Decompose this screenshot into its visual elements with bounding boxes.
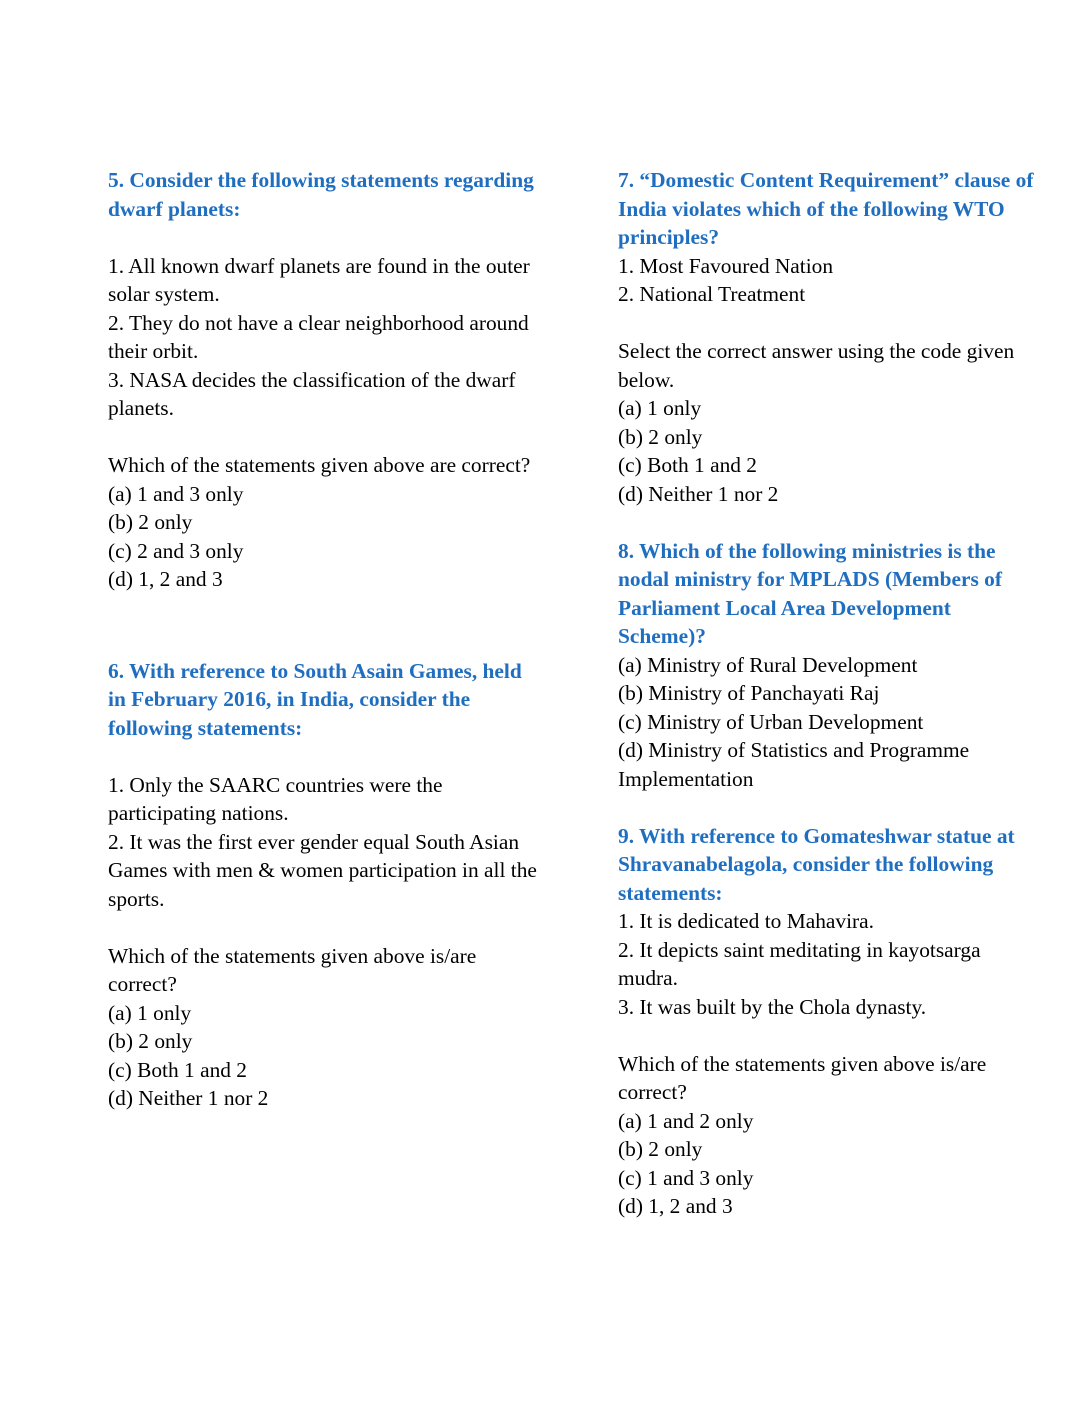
- question-5-option-d: (d) 1, 2 and 3: [108, 567, 223, 591]
- question-6-option-a: (a) 1 only: [108, 1000, 192, 1025]
- spacer: [108, 594, 540, 657]
- question-7-option-a: (a) 1 only: [618, 396, 702, 420]
- question-8-heading: 8. Which of the following ministries is the nodal ministry for MPLADS (Members of Parliament Local Area Development Scheme)?: [618, 538, 1002, 648]
- question-9-heading: 9. With reference to Gomateshwar statue at Shravanabelagola, consider the following statements:: [618, 823, 1015, 905]
- spacer: [618, 309, 1042, 338]
- question-7-option-d: (d) Neither 1 nor 2: [618, 481, 779, 506]
- question-5-statement-1: 1. All known dwarf planets are found in the outer solar system.: [108, 253, 530, 306]
- question-9-option-d: (d) 1, 2 and 3: [618, 1194, 733, 1218]
- question-9-prompt: Which of the statements given above is/are correct?: [618, 1051, 987, 1104]
- spacer: [108, 423, 540, 452]
- question-9: [618, 822, 1042, 1221]
- question-5-statement-3: 3. NASA decides the classification of the dwarf planets.: [108, 367, 516, 420]
- question-6: [108, 657, 540, 1113]
- question-6-prompt: Which of the statements given above is/are correct?: [108, 943, 477, 996]
- question-6-option-d: (d) Neither 1 nor 2: [108, 1086, 269, 1110]
- question-9-statement-1: 1. It is dedicated to Mahavira.: [618, 909, 875, 933]
- question-6-option-c: (c) Both 1 and 2: [108, 1057, 248, 1082]
- question-7-statement-1: 1. Most Favoured Nation: [618, 253, 834, 278]
- question-9-option-b: (b) 2 only: [618, 1137, 703, 1161]
- question-6-heading: 6. With reference to South Asain Games, held in February 2016, in India, consider the following statements:: [108, 658, 522, 740]
- question-7: [618, 166, 1042, 508]
- question-8-option-c: (c) Ministry of Urban Development: [618, 709, 924, 734]
- question-5-option-c: (c) 2 and 3 only: [108, 538, 244, 563]
- left-column: [108, 166, 540, 1113]
- question-7-heading: 7. “Domestic Content Requirement” clause of India violates which of the following WTO principles?: [618, 168, 1034, 249]
- spacer: [108, 223, 540, 252]
- question-7-option-b: (b) 2 only: [618, 424, 703, 449]
- question-5-option-b: (b) 2 only: [108, 510, 193, 534]
- question-8-option-b: (b) Ministry of Panchayati Raj: [618, 681, 880, 705]
- question-5-prompt: Which of the statements given above are correct?: [108, 453, 531, 477]
- spacer: [618, 793, 1042, 822]
- question-9-statement-3: 3. It was built by the Chola dynasty.: [618, 994, 927, 1019]
- question-5-option-a: (a) 1 and 3 only: [108, 481, 244, 506]
- spacer: [108, 742, 540, 771]
- question-8-option-a: (a) Ministry of Rural Development: [618, 652, 918, 677]
- question-5-heading: 5. Consider the following statements regarding dwarf planets:: [108, 168, 534, 221]
- question-9-option-c: (c) 1 and 3 only: [618, 1165, 754, 1190]
- question-7-prompt: Select the correct answer using the code given below.: [618, 339, 1015, 392]
- question-9-option-a: (a) 1 and 2 only: [618, 1108, 754, 1133]
- question-8: [618, 537, 1042, 794]
- question-7-statement-2: 2. National Treatment: [618, 282, 806, 306]
- question-5: [108, 166, 540, 594]
- spacer: [618, 1021, 1042, 1050]
- question-6-statement-2: 2. It was the first ever gender equal South Asian Games with men & women participation in all the sports.: [108, 829, 537, 911]
- question-8-option-d: (d) Ministry of Statistics and Programme Implementation: [618, 738, 970, 791]
- spacer: [618, 508, 1042, 537]
- right-column: [618, 166, 1042, 1221]
- question-7-option-c: (c) Both 1 and 2: [618, 453, 758, 477]
- question-5-statement-2: 2. They do not have a clear neighborhood around their orbit.: [108, 310, 529, 363]
- question-6-statement-1: 1. Only the SAARC countries were the participating nations.: [108, 772, 443, 825]
- spacer: [108, 913, 540, 942]
- question-6-option-b: (b) 2 only: [108, 1029, 193, 1053]
- question-9-statement-2: 2. It depicts saint meditating in kayotsarga mudra.: [618, 937, 981, 990]
